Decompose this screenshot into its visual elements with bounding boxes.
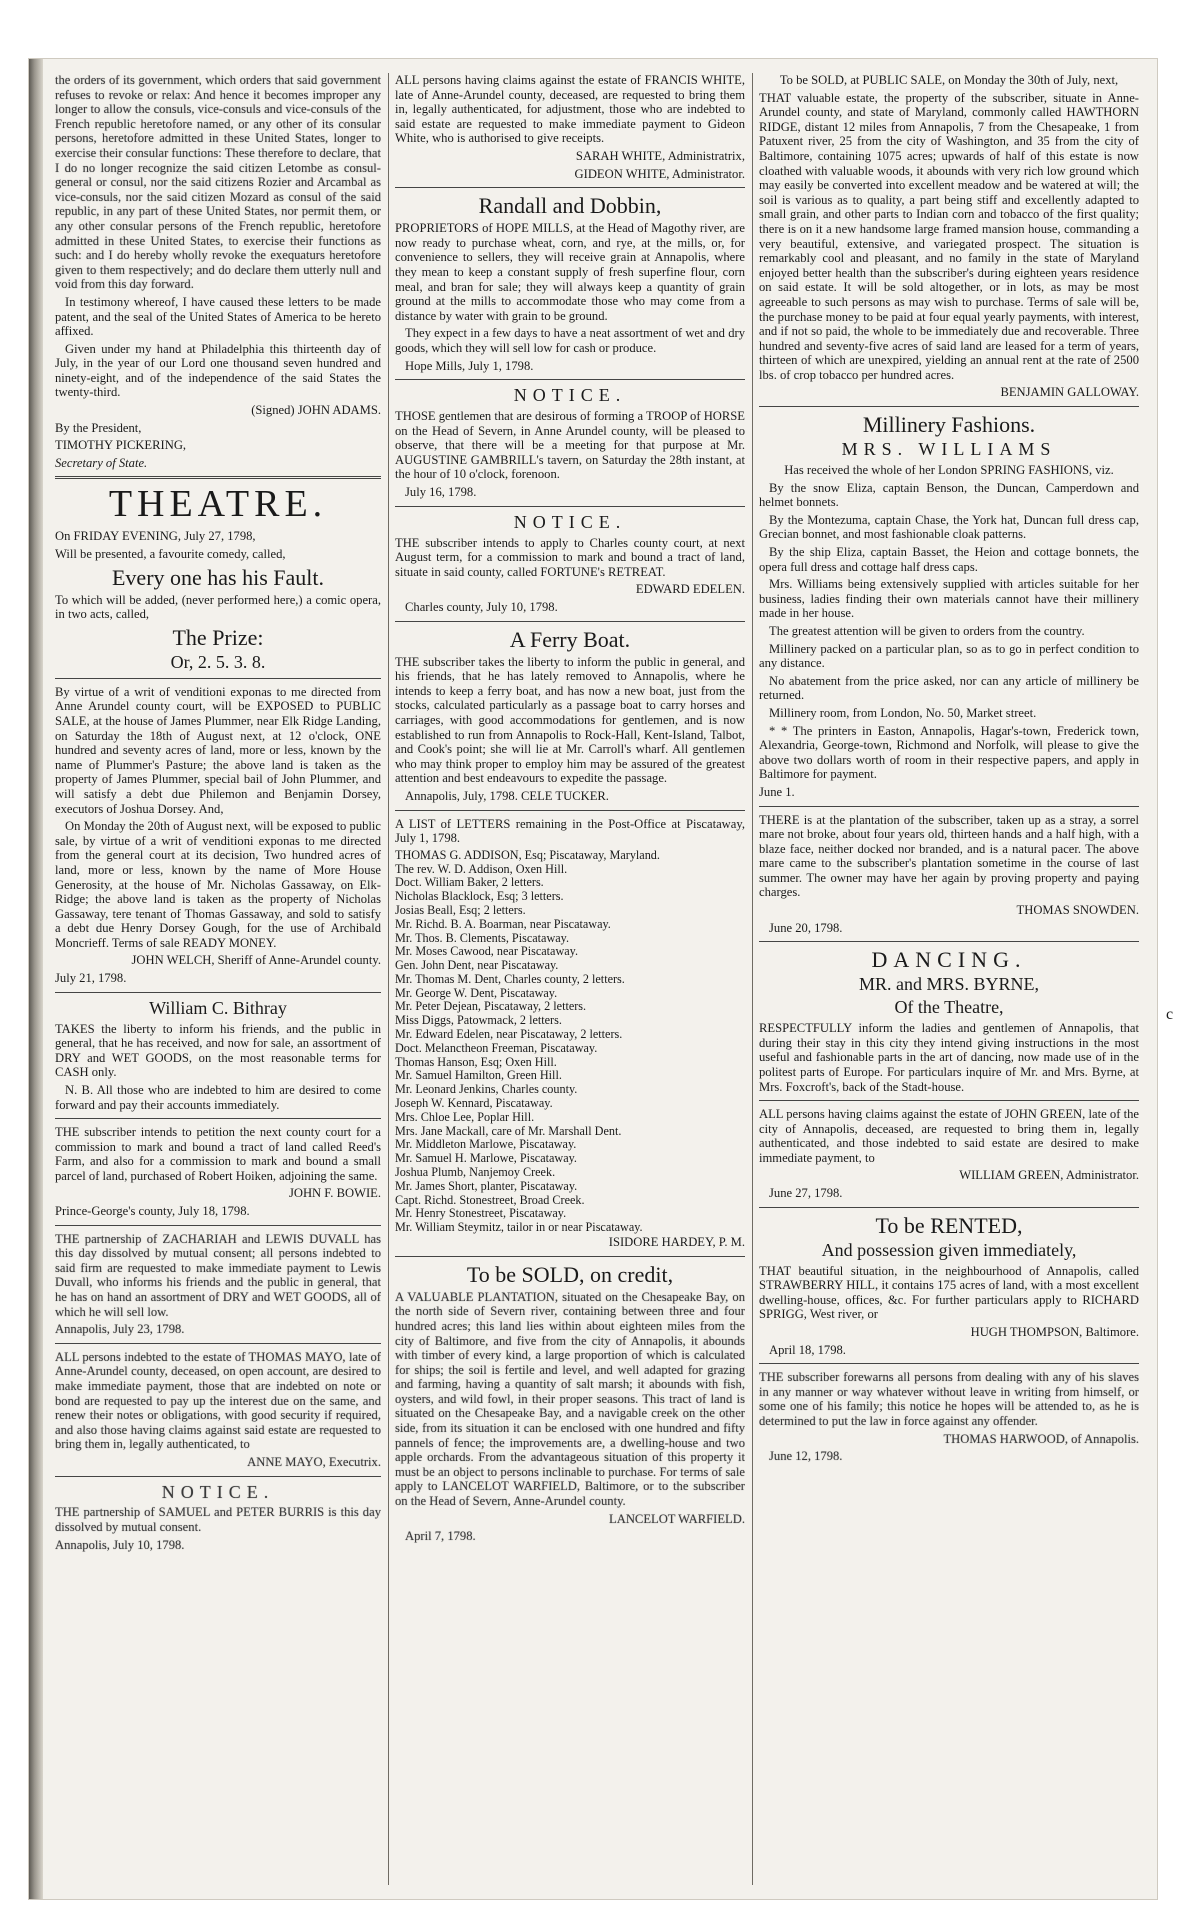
sheriff-sale-text-2: On Monday the 20th of August next, will be exposed to public sale, by virtue of a writ of venditioni exponas to me directed from the general court at its decision, Two hundred acres of land, more or less, known by the name of More House Generosity, at the house of Mr. Nicholas Gassaway, on Elk-Ridge; the above land is taken as the property of Nicholas Gassaway, tere tenant of Thomas Gassaway, and sold to satisfy a debt due Henry Dorsey Gough, for the use of Archibald Moncrieff. Terms of sale READY MONEY.	[55, 819, 381, 950]
randall-text: PROPRIETORS of HOPE MILLS, at the Head of Magothy river, are now ready to purchase wheat, corn, and rye, at the mills, or, for convenience to sellers, they will receive grain at Annapolis, where they mean to keep a constant supply of fresh superfine flour, corn meal, and bran for sale; they will always keep a quantity of grain ground at the mills to accommodate those who may come from a distance by water with grain to be ground.	[395, 221, 745, 323]
divider	[395, 187, 745, 188]
millinery-name: MRS. WILLIAMS	[841, 439, 1057, 460]
proclamation-testimony: In testimony whereof, I have caused these letters to be made patent, and the seal of the United States of America to be hereto affixed.	[55, 294, 381, 339]
letter-entry: Mr. Thos. B. Clements, Piscataway.	[395, 930, 569, 945]
letter-entry: Doct. Melanctheon Freeman, Piscataway.	[395, 1040, 598, 1055]
letter-entry: Mrs. Jane Mackall, care of Mr. Marshall Dent.	[395, 1123, 622, 1138]
green-signature: WILLIAM GREEN, Administrator.	[959, 1168, 1139, 1183]
proclamation-by: By the President,	[55, 420, 142, 435]
rented-date: April 18, 1798.	[769, 1342, 846, 1357]
divider	[759, 1100, 1139, 1101]
stray-signature: THOMAS SNOWDEN.	[1016, 903, 1139, 918]
rented-title: To be RENTED,	[875, 1212, 1023, 1238]
divider	[55, 1225, 381, 1226]
millinery-p5: The greatest attention will be given to orders from the country.	[769, 623, 1085, 638]
edelen-notice-text: THE subscriber intends to apply to Charles county court, at next August term, for a commission to mark and bound a tract of land, situate in said county, called FORTUNE's RETREAT.	[395, 535, 745, 579]
dancing-names: MR. and MRS. BYRNE,	[858, 974, 1040, 995]
proclamation-text: the orders of its government, which orders that said government refuses to revoke or relax: And hence it becomes improper any longer to allow the consuls, vice-consuls and vice-consuls of the French republic heretofore named, or any other of its consular persons, heretofore admitted in these United States, longer to exercise their consular functions: These therefore to declare, that I do no longer recognize the said citizen Letombe as consul-general or consul, nor the said citizens Rozier and Arcambal as vice-consuls, nor the said citizen Mozard as consul of the said republic, in any part of these United States, nor permit them, or any other consular persons of the French republic, heretofore admitted in these United States, to exercise their functions as such: and I do hereby wholly revoke the exequaturs heretofore given to them respectively; and do declare them utterly null and void from this day forward.	[55, 73, 381, 292]
bithray-title: William C. Bithray	[149, 997, 287, 1018]
letter-entry: Doct. William Baker, 2 letters.	[395, 875, 544, 890]
randall-text-2: They expect in a few days to have a neat assortment of wet and dry goods, which they will sell low for cash or produce.	[395, 326, 745, 355]
letter-entry: Mr. Henry Stonestreet, Piscataway.	[395, 1206, 567, 1221]
harwood-signature: THOMAS HARWOOD, of Annapolis.	[943, 1431, 1139, 1446]
edelen-date: Charles county, July 10, 1798.	[405, 599, 558, 614]
notice-text: THE partnership of SAMUEL and PETER BURRIS is this day dissolved by mutual consent.	[55, 1505, 381, 1535]
letter-entry: The rev. W. D. Addison, Oxen Hill.	[395, 861, 568, 876]
rented-text: THAT beautiful situation, in the neighbourhood of Annapolis, called STRAWBERRY HILL, it contains 175 acres of land, with a most excellent dwelling-house, offices, &c. For further particulars apply to RICHARD SPRIGG, West river, or	[759, 1263, 1139, 1322]
bowie-text: THE subscriber intends to petition the next county court for a commission to mark and bound a tract of land called Reed's Farm, and also for a commission to mark and bound a small parcel of land, purchased of Robert Hoiken, adjoining the same.	[55, 1125, 381, 1183]
divider	[395, 621, 745, 622]
letter-entry: Joshua Plumb, Nanjemoy Creek.	[395, 1165, 556, 1180]
letter-entry: Mr. Richd. B. A. Boarman, near Piscataway.	[395, 916, 611, 931]
plantation-sale-signature: LANCELOT WARFIELD.	[609, 1511, 745, 1526]
stray-text: THERE is at the plantation of the subscriber, taken up as a stray, a sorrel mare not broke, about four years old, thirteen hands and a half high, with a blaze face, neither docked nor branded, and is a natural pacer. The above mare came to the subscriber's plantation sometime in the course of last summer. The owner may have her again by proving property and paying charges.	[759, 812, 1139, 900]
letter-entry: Gen. John Dent, near Piscataway.	[395, 958, 559, 973]
sheriff-sale-text: By virtue of a writ of venditioni exponas to me directed from Anne Arundel county court, will be EXPOSED to PUBLIC SALE, at the house of James Plummer, near Elk Ridge Landing, on Saturday the 18th of August next, at 12 o'clock, ONE hundred and seventy acres of land, more or less, known by the name of Plummer's Pasture; the above land is taken as the property of James Plummer, special bail of John Plummer, and will satisfy a debt due Philemon and Benjamin Dorsey, executors of Joshua Dorsey. And,	[55, 684, 381, 816]
letter-entry: Mr. Samuel H. Marlowe, Piscataway.	[395, 1151, 577, 1166]
bowie-signature: JOHN F. BOWIE.	[288, 1186, 381, 1201]
divider	[759, 1207, 1139, 1208]
divider	[55, 476, 381, 479]
proclamation-signature: (Signed) JOHN ADAMS.	[251, 403, 381, 418]
troop-notice-date: July 16, 1798.	[405, 485, 477, 500]
divider	[395, 810, 745, 811]
edelen-notice-title: NOTICE.	[513, 511, 627, 532]
proclamation-given: Given under my hand at Philadelphia this thirteenth day of July, in the year of our Lord one thousand seven hundred and ninety-eight, and of the independence of the said States the twenty-third.	[55, 341, 381, 400]
harwood-text: THE subscriber forewarns all persons from dealing with any of his slaves in any manner or way whatever without leave in writing from himself, or some one of his family; this notice he hopes will be attended to, as he is determined to put the law in force against any offender.	[759, 1370, 1139, 1428]
column-rule	[388, 73, 389, 1885]
plantation-sale-title: To be SOLD, on credit,	[466, 1261, 674, 1287]
mayo-signature: ANNE MAYO, Executrix.	[247, 1454, 381, 1469]
divider	[395, 506, 745, 507]
letter-entry: Nicholas Blacklock, Esq; 3 letters.	[395, 889, 564, 904]
theatre-added: To which will be added, (never performed here,) a comic opera, in two acts, called,	[55, 592, 381, 622]
dancing-text: RESPECTFULLY inform the ladies and gentlemen of Annapolis, that during their stay in this city they intend giving instructions in the most useful and fashionable parts in the art of dancing, now made use of in the politest parts of Europe. For particulars inquire of Mr. and Mrs. Byrne, at Mrs. Foxcroft's, back of the Stadt-house.	[759, 1021, 1139, 1094]
theatre-presented: Will be presented, a favourite comedy, called,	[55, 546, 286, 561]
bithray-text: TAKES the liberty to inform his friends, and the public in general, that he has received, and now for sale, an assortment of DRY and WET GOODS, on the most reasonable terms for CASH only.	[55, 1021, 381, 1080]
letter-entry: Mr. James Short, planter, Piscataway.	[395, 1178, 578, 1193]
plantation-sale-date: April 7, 1798.	[405, 1529, 476, 1544]
troop-notice-title: NOTICE.	[513, 385, 627, 406]
letter-entry: THOMAS G. ADDISON, Esq; Piscataway, Maryland.	[395, 847, 660, 862]
column-right	[759, 73, 1139, 1885]
letter-entry: Josias Beall, Esq; 2 letters.	[395, 902, 526, 917]
divider	[55, 1476, 381, 1477]
letter-entry: Mrs. Chloe Lee, Poplar Hill.	[395, 1109, 535, 1124]
bowie-date: Prince-George's county, July 18, 1798.	[55, 1204, 250, 1219]
green-date: June 27, 1798.	[769, 1186, 843, 1201]
letter-entry: Mr. George W. Dent, Piscataway.	[395, 985, 558, 1000]
binding-edge	[29, 59, 43, 1899]
divider	[759, 806, 1139, 807]
theatre-play-title: Every one has his Fault.	[111, 564, 325, 590]
stray-date: June 20, 1798.	[769, 920, 843, 935]
rented-subtitle: And possession given immediately,	[821, 1239, 1077, 1260]
ferry-text: THE subscriber takes the liberty to inform the public in general, and his friends, that he has lately removed to Annapolis, where he intends to keep a ferry boat, and has now a new boat, just from the stocks, calculated particularly as a passage boat to carry horses and carriages, with good accommodations for gentlemen, and is now established to run from Annapolis to Rock-Hall, Kent-Island, Talbot, and Cook's point; she will lie at Mr. Carroll's wharf. All gentlemen who may think proper to employ him may be assured of the greatest attention and best endeavours to expedite the passage.	[395, 654, 745, 786]
newspaper-page	[28, 58, 1158, 1900]
troop-notice-text: THOSE gentlemen that are desirous of forming a TROOP of HORSE on the Head of Severn, in Anne Arundel county, will be pleased to observe, that there will be a meeting for that purpose at Mr. AUGUSTINE GAMBRILL's tavern, on Saturday the 28th instant, at the hour of 10 o'clock, forenoon.	[395, 409, 745, 482]
millinery-date: June 1.	[759, 784, 795, 799]
column-rule	[752, 73, 753, 1885]
letter-entry: Mr. William Steymitz, tailor in or near Piscataway.	[395, 1220, 643, 1235]
letter-entry: Joseph W. Kennard, Piscataway.	[395, 1096, 553, 1111]
divider	[55, 1343, 381, 1344]
secretary-title: Secretary of State.	[55, 455, 148, 470]
sheriff-date: July 21, 1798.	[55, 971, 127, 986]
sheriff-signature: JOHN WELCH, Sheriff of Anne-Arundel county.	[131, 953, 381, 968]
hawthorn-sale-signature: BENJAMIN GALLOWAY.	[1000, 385, 1139, 400]
letter-entry: Mr. Leonard Jenkins, Charles county.	[395, 1082, 578, 1097]
divider	[395, 379, 745, 380]
dancing-theatre: Of the Theatre,	[894, 997, 1004, 1018]
letter-entry: Mr. Moses Cawood, near Piscataway.	[395, 944, 579, 959]
letter-entry: Mr. Samuel Hamilton, Green Hill.	[395, 1068, 562, 1083]
millinery-p6: Millinery packed on a particular plan, so as to go in perfect condition to any distance.	[759, 641, 1139, 671]
randall-title: Randall and Dobbin,	[478, 193, 662, 219]
hawthorn-sale-text: THAT valuable estate, the property of the subscriber, situate in Anne-Arundel county, and state of Maryland, commonly called HAWTHORN RIDGE, distant 12 miles from Annapolis, 7 from the Chesapeake, 1 from Patuxent river, 25 from the city of Washington, and 35 from the city of Baltimore, containing 1075 acres; upwards of half of this estate is now cloathed with valuable woods, it abounds with very rich low ground which may easily be converted into excellent meadow and be watered at will; the soil is various as to quality, a part being stiff and excellently adapted to small grain, and other parts to Indian corn and tobacco of the first quality; there is on it a new handsome large framed mansion house, commanding a very beautiful, extensive, and variegated prospect. The situation is remarkably cool and pleasant, and no family in the state of Maryland enjoyed better health than the subscriber's during eighteen years residence on said estate. It will be sold altogether, or in lots, as may be most agreeable to such persons as may wish to purchase. Terms of sale will be, the purchase money to be paid at four equal yearly payments, with interest, and if not so paid, the whole to be immediately due and recoverable. Three hundred and seventy-five acres of said land are leased for a term of years, thirteen of which are unexpired, yielding an annual rent at the rate of 2500 lbs. of crop tobacco per hundred acres.	[759, 90, 1139, 382]
notice-date: Annapolis, July 10, 1798.	[55, 1537, 185, 1552]
randall-date: Hope Mills, July 1, 1798.	[405, 358, 534, 373]
dancing-title: DANCING.	[871, 947, 1027, 973]
ferry-signature: Annapolis, July, 1798. CELE TUCKER.	[405, 788, 609, 803]
bithray-nb: N. B. All those who are indebted to him are desired to come forward and pay their accounts immediately.	[55, 1082, 381, 1112]
plantation-sale-text: A VALUABLE PLANTATION, situated on the Chesapeake Bay, on the north side of Severn river, containing between three and four hundred acres; this land lies within about eighteen miles from the city of Baltimore, and five from the city of Annapolis, it abounds with timber of every kind, a large proportion of which is calculated for ships; the soil is fertile and level, and well adapted for grazing and farming, having a quantity of salt marsh; it abounds with fish, oysters, and wild fowl, in their proper seasons. This tract of land is situated on the Chesapeake Bay, and a navigable creek on the other side, from its situation it can be enclosed with one hundred and fifty pannels of fence; the improvements are, a dwelling-house and two apple orchards. From the advantageous situation of this property it must be an object to persons inclinable to purchase. For terms of sale apply to LANCELOT WARFIELD, Baltimore, or to the subscriber on the Head of Severn, Anne-Arundel county.	[395, 1289, 745, 1509]
theatre-date: On FRIDAY EVENING, July 27, 1798,	[55, 529, 256, 544]
letters-signature: ISIDORE HARDEY, P. M.	[608, 1235, 745, 1250]
green-estate-text: ALL persons having claims against the estate of JOHN GREEN, late of the city of Annapolis, deceased, are requested to bring them in, legally authenticated, and those indebted to said estate are desired to make immediate payment, to	[759, 1107, 1139, 1165]
millinery-p7: No abatement from the price asked, nor can any article of millinery be returned.	[759, 673, 1139, 703]
column-middle	[395, 73, 745, 1885]
ferry-title: A Ferry Boat.	[509, 626, 631, 652]
millinery-subtitle: Has received the whole of her London SPRING FASHIONS, viz.	[784, 463, 1114, 478]
edelen-signature: EDWARD EDELEN.	[635, 582, 745, 597]
white-signature-1: SARAH WHITE, Administratrix,	[575, 148, 745, 163]
notice-title: NOTICE.	[161, 1481, 275, 1502]
letter-entry: Mr. Middleton Marlowe, Piscataway.	[395, 1137, 577, 1152]
theatre-opera-title: The Prize:	[172, 624, 264, 650]
hawthorn-sale-title: To be SOLD, at PUBLIC SALE, on Monday the 30th of July, next,	[779, 73, 1119, 87]
divider	[55, 992, 381, 993]
divider	[759, 1363, 1139, 1364]
divider	[395, 1256, 745, 1257]
letter-entry: Mr. Peter Dejean, Piscataway, 2 letters.	[395, 999, 587, 1014]
white-signature-2: GIDEON WHITE, Administrator.	[574, 166, 745, 181]
theatre-opera-subtitle: Or, 2. 5. 3. 8.	[170, 651, 266, 672]
millinery-p2: By the Montezuma, captain Chase, the York hat, Duncan full dress cap, Grecian bonnet, and most fashionable cloak patterns.	[759, 512, 1139, 542]
margin-mark: c	[1166, 1006, 1174, 1023]
harwood-date: June 12, 1798.	[769, 1449, 843, 1464]
white-estate-text: ALL persons having claims against the estate of FRANCIS WHITE, late of Anne-Arundel county, deceased, are requested to bring them in, legally authenticated, for adjustment, those who are indebted to said estate are requested to make immediate payment to Gideon White, who is authorised to give receipts.	[395, 73, 745, 146]
letters-title: A LIST of LETTERS remaining in the Post-Office at Piscataway, July 1, 1798.	[395, 816, 745, 846]
letter-entry: Capt. Richd. Stonestreet, Broad Creek.	[395, 1192, 585, 1207]
millinery-p1: By the snow Eliza, captain Benson, the Duncan, Camperdown and helmet bonnets.	[759, 480, 1139, 510]
letter-entry: Miss Diggs, Patowmack, 2 letters.	[395, 1013, 562, 1028]
theatre-title: THEATRE.	[108, 483, 328, 526]
divider	[759, 941, 1139, 942]
mayo-text: ALL persons indebted to the estate of THOMAS MAYO, late of Anne-Arundel county, deceased, on open account, are desired to make immediate payment, those that are indebted on note or bond are requested to pay up the interest due on the same, and renew their notes or obligations, with good security if required, and also those having claims against said estate are requested to bring them in, legally authenticated, to	[55, 1349, 381, 1452]
duvall-text: THE partnership of ZACHARIAH and LEWIS DUVALL has this day dissolved by mutual consent; all persons indebted to said firm are requested to make immediate payment to Lewis Duvall, who informs his friends and the public in general, that he has on hand an assortment of DRY and WET GOODS, all of which he will sell low.	[55, 1231, 381, 1319]
millinery-p8: Millinery room, from London, No. 50, Market street.	[769, 705, 1037, 720]
divider	[55, 678, 381, 679]
millinery-p3: By the ship Eliza, captain Basset, the Heion and cottage bonnets, the opera full dress and cottage half dress caps.	[759, 545, 1139, 574]
letter-entry: Mr. Edward Edelen, near Piscataway, 2 letters.	[395, 1027, 623, 1042]
millinery-p9: * * The printers in Easton, Annapolis, Hagar's-town, Frederick town, Alexandria, George-town, Richmond and Norfolk, will please to give the above two dollars worth of room in their respective papers, and apply in Baltimore for payment.	[759, 723, 1139, 782]
column-left	[55, 73, 381, 1885]
letters-list	[395, 849, 745, 1235]
millinery-p4: Mrs. Williams being extensively supplied with articles suitable for her business, ladies finding their own materials cannot have their millinery made in her house.	[759, 577, 1139, 621]
letter-entry: Mr. Thomas M. Dent, Charles county, 2 letters.	[395, 971, 625, 986]
letter-entry: Thomas Hanson, Esq; Oxen Hill.	[395, 1054, 557, 1069]
rented-signature: HUGH THOMPSON, Baltimore.	[970, 1325, 1139, 1340]
millinery-title: Millinery Fashions.	[862, 412, 1036, 438]
divider	[55, 1118, 381, 1119]
secretary-name: TIMOTHY PICKERING,	[55, 438, 187, 453]
duvall-date: Annapolis, July 23, 1798.	[55, 1322, 185, 1337]
divider	[759, 406, 1139, 407]
